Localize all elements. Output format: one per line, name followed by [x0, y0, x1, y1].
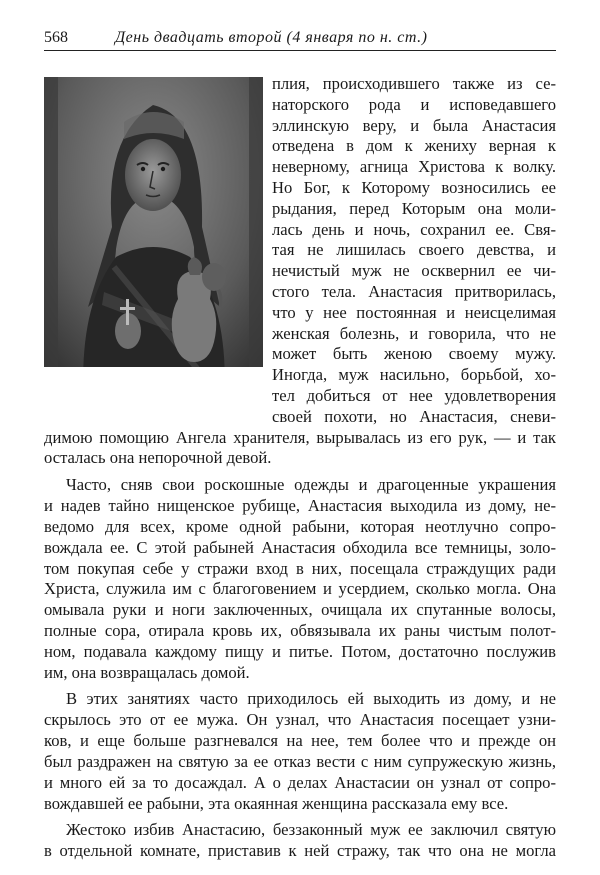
- paragraph-first-line: Жестоко избив Анастасию, беззаконный муж ее заключил святую: [66, 820, 556, 840]
- text-line: женская болезнь, и говорила, что не: [272, 323, 556, 343]
- text-line: Иногда, муж насильно, борьбой, хо-: [272, 365, 556, 385]
- text-line: ков, и еще больше разгневался на нее, тем более что и прежде он: [44, 731, 556, 751]
- running-header: [44, 29, 556, 51]
- text-line: и много ей за то досаждал. А о делах Анастасии он узнал от сопро-: [44, 772, 556, 792]
- page-number: 568: [44, 29, 68, 46]
- text-line: омывала руки и ноги заключенных, очищала их спутанные волосы,: [44, 600, 556, 620]
- text-line: эллинскую веру, и была Анастасия: [272, 115, 556, 135]
- text-line: ведомо для всех, кроме одной рабыни, которая неотлучно сопро-: [44, 516, 556, 536]
- text-line: димою помощию Ангела хранителя, вырывалась из его рук, — и так: [44, 427, 556, 447]
- paragraph-first-line: Часто, сняв свои роскошные одежды и драгоценные украшения: [66, 475, 556, 495]
- text-line: скрылось это от ее мужа. Он узнал, что Анастасия посещает узни-: [44, 710, 556, 730]
- text-line: вождала ее. С этой рабыней Анастасия обходила все темницы, золо-: [44, 537, 556, 557]
- text-line: лась день и ночь, сохранил ее. Свя-: [272, 219, 556, 239]
- text-line: осталась она непорочной девой.: [44, 448, 272, 468]
- text-line: своей похоти, но Анастасия, сневи-: [272, 406, 556, 426]
- icon-of-saint-anastasia: [44, 77, 263, 367]
- text-line: стого тела. Анастасия притворилась,: [272, 282, 556, 302]
- text-line: Христа, служила им с благоговением и усердием, сколько могла. Она: [44, 579, 556, 599]
- text-line: вождавшей ее рабыни, эта окаянная женщина рассказала ему все.: [44, 793, 509, 813]
- text-line: в отдельной комнате, приставив к ней стражу, так что она не могла: [44, 841, 556, 861]
- text-line: что у нее постоянная и неисцелимая: [272, 302, 556, 322]
- text-line: полные сора, отирала кровь их, обвязывала их раны чистым полот-: [44, 621, 556, 640]
- text-line: был раздражен на святую за ее отказ вести с ним супружескую жизнь,: [44, 751, 556, 771]
- text-line: наторского рода и исповедавшего: [272, 94, 556, 114]
- text-line: рыдания, перед Которым она моли-: [272, 198, 556, 218]
- header-rule: [44, 50, 556, 51]
- text-line: том покупая себе у стражи вход в них, посещала страждущих ради: [44, 558, 556, 578]
- text-line: может быть женою своему мужу.: [272, 344, 556, 364]
- text-line: тая не лишилась своего девства, и: [272, 240, 556, 260]
- text-line: Но Бог, к Которому возносились ее: [272, 178, 556, 198]
- text-line: им, она возвращалась домой.: [44, 662, 250, 682]
- text-line: тел добиться от нее удовлетворения: [272, 386, 556, 406]
- text-line: нечистый муж не осквернил ее чи-: [272, 261, 556, 281]
- text-line: неверному, агница Христова к волку.: [272, 157, 556, 177]
- text-line: ном, подавала каждому пищу и питье. Потом, достаточно послужив: [44, 641, 556, 661]
- text-line: и надев тайно нищенское рубище, Анастасия выходила из дому, не-: [44, 496, 556, 516]
- text-line: отведена в дом к жениху верная к: [272, 136, 556, 156]
- paragraph-first-line: В этих занятиях часто приходилось ей выходить из дому, и не: [66, 689, 556, 709]
- text-line: плия, происходившего также из се-: [272, 74, 556, 93]
- running-title: День двадцать второй (4 января по н. ст.): [115, 29, 428, 46]
